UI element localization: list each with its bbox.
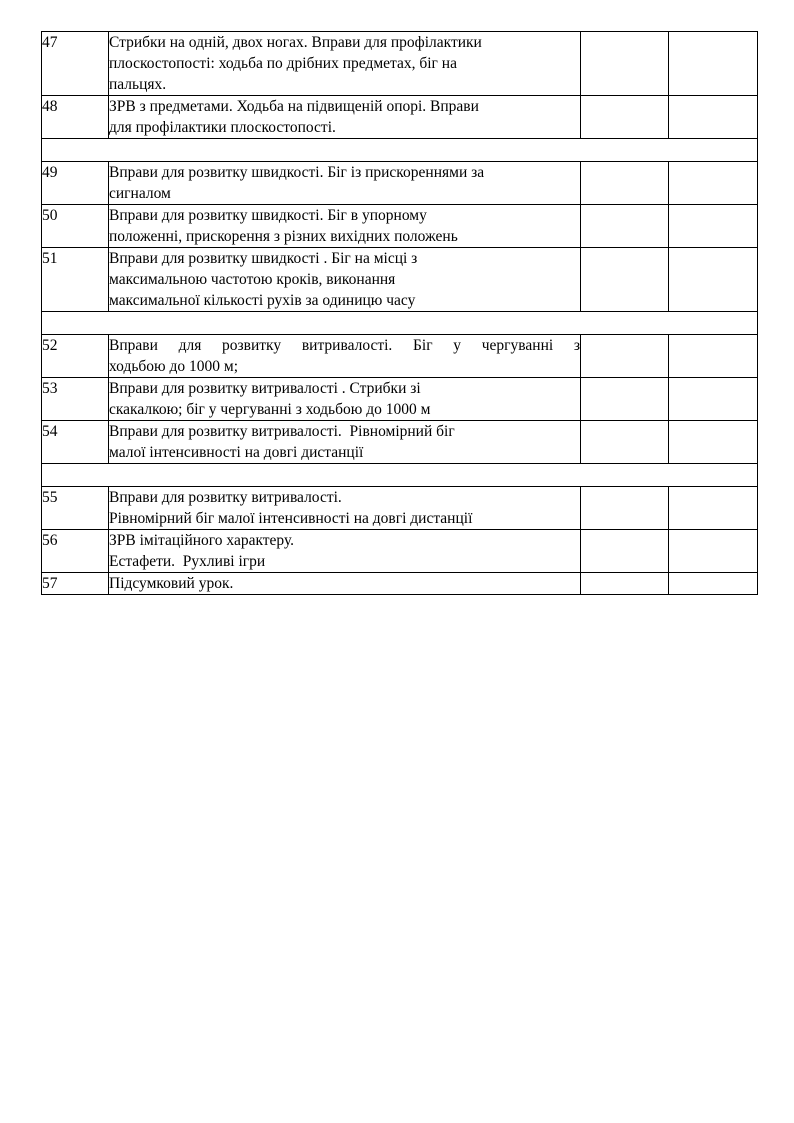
description-line: максимальною частотою кроків, виконання (109, 271, 396, 288)
lesson-notes-cell[interactable] (669, 162, 758, 205)
schedule-table-container (41, 31, 757, 595)
lesson-description-cell (109, 530, 581, 573)
lesson-number-cell: 47 (42, 32, 109, 96)
lesson-description-cell (109, 378, 581, 421)
description-line: Естафети. Рухливі ігри (109, 553, 266, 570)
lesson-number-cell: 52 (42, 335, 109, 378)
lesson-date-cell[interactable] (581, 248, 669, 312)
description-line: малої інтенсивності на довгі дистанції (109, 444, 364, 461)
lesson-notes-cell[interactable] (669, 335, 758, 378)
lesson-number-cell: 54 (42, 421, 109, 464)
description-line: плоскостопості: ходьба по дрібних предметах, біг на (109, 55, 457, 72)
table-row (42, 487, 758, 530)
lesson-notes-cell[interactable] (669, 248, 758, 312)
lesson-notes-cell[interactable] (669, 573, 758, 595)
lesson-date-cell[interactable] (581, 335, 669, 378)
description-line: Стрибки на одній, двох ногах. Вправи для профілактики (109, 34, 482, 51)
description-line: Вправи для розвитку витривалості. (109, 489, 342, 506)
description-line: сигналом (109, 185, 171, 202)
table-row (42, 421, 758, 464)
lesson-number-cell: 49 (42, 162, 109, 205)
lesson-notes-cell[interactable] (669, 487, 758, 530)
table-row (42, 378, 758, 421)
lesson-number-cell: 50 (42, 205, 109, 248)
lesson-date-cell[interactable] (581, 205, 669, 248)
lesson-description-cell (109, 32, 581, 96)
table-row (42, 32, 758, 96)
lesson-number-cell: 51 (42, 248, 109, 312)
spacer-cell (42, 464, 758, 487)
table-row (42, 96, 758, 139)
table-row (42, 573, 758, 595)
lesson-description-cell (109, 96, 581, 139)
lesson-description-cell (109, 421, 581, 464)
table-body (42, 32, 758, 595)
lesson-date-cell[interactable] (581, 162, 669, 205)
lesson-number-cell: 57 (42, 573, 109, 595)
lesson-schedule-table (41, 31, 758, 595)
lesson-notes-cell[interactable] (669, 32, 758, 96)
description-line: Вправи для розвитку швидкості . Біг на місці з (109, 250, 418, 267)
description-line: Вправи для розвитку швидкості. Біг в упорному (109, 207, 427, 224)
lesson-date-cell[interactable] (581, 378, 669, 421)
description-line: Рівномірний біг малої інтенсивності на довгі дистанції (109, 510, 473, 527)
table-spacer-row (42, 312, 758, 335)
spacer-cell (42, 312, 758, 335)
lesson-notes-cell[interactable] (669, 205, 758, 248)
lesson-date-cell[interactable] (581, 530, 669, 573)
table-spacer-row (42, 464, 758, 487)
lesson-date-cell[interactable] (581, 573, 669, 595)
table-row (42, 248, 758, 312)
description-line: скакалкою; біг у чергуванні з ходьбою до 1000 м (109, 401, 431, 418)
lesson-notes-cell[interactable] (669, 96, 758, 139)
description-line: ЗРВ імітаційного характеру. (109, 532, 295, 549)
lesson-date-cell[interactable] (581, 487, 669, 530)
lesson-number-cell: 53 (42, 378, 109, 421)
description-line: Підсумковий урок. (109, 575, 234, 592)
lesson-description-cell (109, 248, 581, 312)
description-line: ЗРВ з предметами. Ходьба на підвищеній опорі. Вправи (109, 98, 479, 115)
lesson-description-cell (109, 487, 581, 530)
table-spacer-row (42, 139, 758, 162)
lesson-description-cell (109, 162, 581, 205)
description-line: Вправи для розвитку витривалості . Стрибки зі (109, 380, 421, 397)
description-line: положенні, прискорення з різних вихідних положень (109, 228, 458, 245)
lesson-date-cell[interactable] (581, 32, 669, 96)
lesson-number-cell: 56 (42, 530, 109, 573)
description-line: пальцях. (109, 76, 167, 93)
description-line: максимальної кількості рухів за одиницю часу (109, 292, 416, 309)
lesson-number-cell: 48 (42, 96, 109, 139)
table-row (42, 335, 758, 378)
description-line: Вправи для розвитку витривалості. Рівномірний біг (109, 423, 455, 440)
description-line: Вправи для розвитку витривалості. Біг у чергуванні з (109, 337, 580, 354)
spacer-cell (42, 139, 758, 162)
lesson-date-cell[interactable] (581, 96, 669, 139)
table-row (42, 530, 758, 573)
lesson-notes-cell[interactable] (669, 530, 758, 573)
table-row (42, 162, 758, 205)
lesson-date-cell[interactable] (581, 421, 669, 464)
lesson-notes-cell[interactable] (669, 421, 758, 464)
lesson-notes-cell[interactable] (669, 378, 758, 421)
lesson-number-cell: 55 (42, 487, 109, 530)
lesson-description-cell (109, 573, 581, 595)
table-row (42, 205, 758, 248)
description-line: Вправи для розвитку швидкості. Біг із прискореннями за (109, 164, 485, 181)
description-line: ходьбою до 1000 м; (109, 358, 239, 375)
lesson-description-cell (109, 335, 581, 378)
lesson-description-cell (109, 205, 581, 248)
description-line: для профілактики плоскостопості. (109, 119, 336, 136)
